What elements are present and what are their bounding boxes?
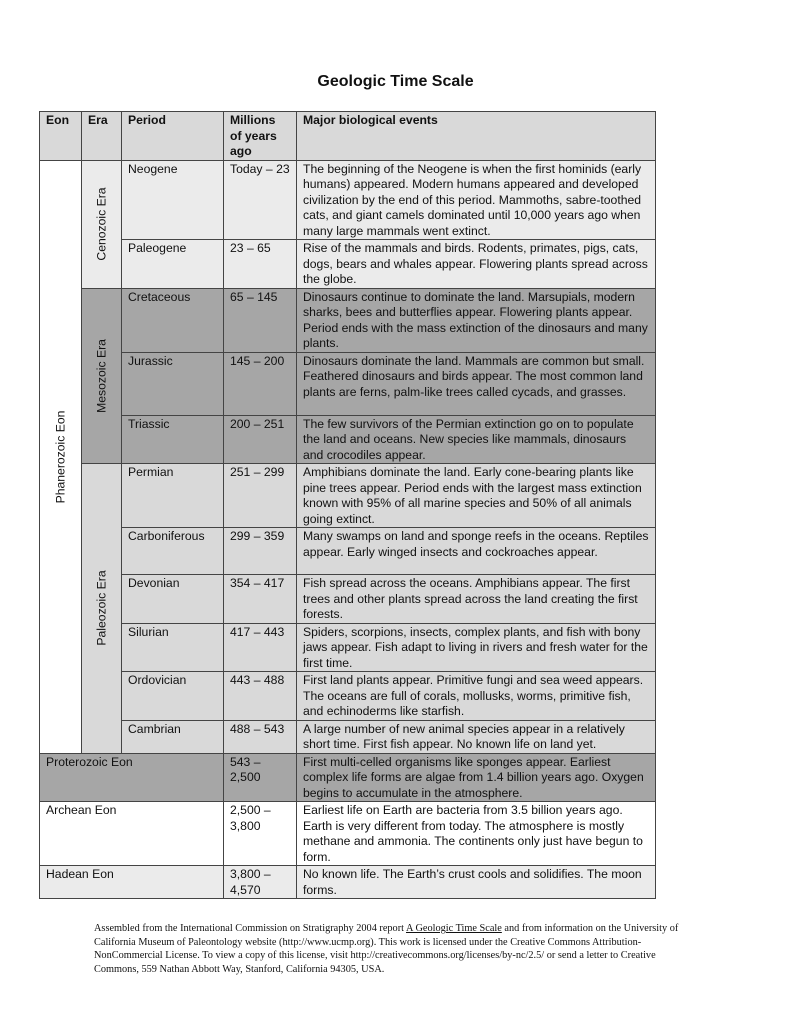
events-cell: The beginning of the Neogene is when the first hominids (early humans) appeared. Modern humans appeared and developed civilization by the end of this period. Mammoths, sabre-toothed cats, and giant camels dominated until 10,000 years ago when many large mammals went extinct. (297, 160, 656, 240)
mya-cell: 354 – 417 (224, 575, 297, 624)
table-row (40, 240, 656, 289)
mya-cell: Today – 23 (224, 160, 297, 240)
events-cell: First land plants appear. Primitive fungi and sea weed appears. The oceans are full of corals, mollusks, worms, primitive fish, and echinoderms like starfish. (297, 672, 656, 721)
mya-cell: 145 – 200 (224, 352, 297, 415)
header-era: Era (82, 112, 122, 161)
table-row (40, 575, 656, 624)
era-cell-paleozoic (82, 464, 122, 754)
table-row (40, 623, 656, 672)
table-row (40, 288, 656, 352)
mya-cell: 251 – 299 (224, 464, 297, 528)
era-label: Paleozoic Era (93, 570, 108, 646)
footer-text: and from information on the University of California Museum of Paleontology website (http://www.ucmp.org). This work is licensed under the Creative Commons Attribution-NonCommercial License. To view a copy of this license, visit http://creativecommons.org/licenses/by-nc/2.5/ or send a letter to Creative Commons, 559 Nathan Abbott Way, Stanford, California 94305, USA. (94, 923, 679, 975)
mya-cell: 443 – 488 (224, 672, 297, 721)
eon-cell-archean: Archean Eon (40, 802, 224, 866)
table-row (40, 528, 656, 575)
report-link[interactable]: A Geologic Time Scale (406, 923, 502, 934)
mya-cell: 543 – 2,500 (224, 753, 297, 802)
page-title: Geologic Time Scale (317, 73, 474, 90)
era-label: Cenozoic Era (93, 187, 108, 261)
mya-cell: 200 – 251 (224, 415, 297, 464)
period-cell: Permian (122, 464, 224, 528)
events-cell: Dinosaurs continue to dominate the land. Marsupials, modern sharks, bees and butterflies appear. Flowering plants appear. Period ends with the mass extinction of the dinosaurs and many plants. (297, 288, 656, 352)
table-row (40, 415, 656, 464)
eon-cell-phanerozoic (40, 160, 82, 753)
period-cell: Triassic (122, 415, 224, 464)
period-cell: Paleogene (122, 240, 224, 289)
eon-cell-hadean: Hadean Eon (40, 866, 224, 899)
era-cell-cenozoic (82, 160, 122, 288)
table-row (40, 720, 656, 753)
header-period: Period (122, 112, 224, 161)
period-cell: Silurian (122, 623, 224, 672)
events-cell: Spiders, scorpions, insects, complex plants, and fish with bony jaws appear. Fish adapt to living in rivers and fresh water for the first time. (297, 623, 656, 672)
table-row (40, 352, 656, 415)
footer-credits (94, 922, 694, 976)
period-cell: Cambrian (122, 720, 224, 753)
header-eon: Eon (40, 112, 82, 161)
events-cell: The few survivors of the Permian extinction go on to populate the land and oceans. New species like mammals, dinosaurs and crocodiles appear. (297, 415, 656, 464)
events-cell: Amphibians dominate the land. Early cone-bearing plants like pine trees appear. Period ends with the largest mass extinction known with 95% of all marine species and 50% of all animals going extinct. (297, 464, 656, 528)
events-cell: Fish spread across the oceans. Amphibians appear. The first trees and other plants spread across the land creating the first forests. (297, 575, 656, 624)
mya-cell: 3,800 – 4,570 (224, 866, 297, 899)
header-events: Major biological events (297, 112, 656, 161)
table-row (40, 802, 656, 866)
mya-cell: 417 – 443 (224, 623, 297, 672)
period-cell: Devonian (122, 575, 224, 624)
geologic-time-table (39, 111, 656, 899)
table-row (40, 753, 656, 802)
table-row (40, 160, 656, 240)
table-row (40, 866, 656, 899)
era-label: Mesozoic Era (93, 338, 108, 413)
table-header-row (40, 112, 656, 161)
period-cell: Jurassic (122, 352, 224, 415)
period-cell: Ordovician (122, 672, 224, 721)
period-cell: Cretaceous (122, 288, 224, 352)
mya-cell: 299 – 359 (224, 528, 297, 575)
events-cell: First multi-celled organisms like sponges appear. Earliest complex life forms are algae from 1.4 billion years ago. Oxygen begins to accumulate in the atmosphere. (297, 753, 656, 802)
events-cell: Earliest life on Earth are bacteria from 3.5 billion years ago. Earth is very different from today. The atmosphere is mostly methane and ammonia. The continents only just have begun to form. (297, 802, 656, 866)
mya-cell: 65 – 145 (224, 288, 297, 352)
period-cell: Carboniferous (122, 528, 224, 575)
eon-label: Phanerozoic Eon (52, 410, 67, 503)
table-row (40, 672, 656, 721)
table-row (40, 464, 656, 528)
events-cell: Rise of the mammals and birds. Rodents, primates, pigs, cats, dogs, bears and whales appear. Flowering plants spread across the globe. (297, 240, 656, 289)
mya-cell: 2,500 – 3,800 (224, 802, 297, 866)
events-cell: Many swamps on land and sponge reefs in the oceans. Reptiles appear. Early winged insects and cockroaches appear. (297, 528, 656, 575)
events-cell: A large number of new animal species appear in a relatively short time. First fish appear. No known life on land yet. (297, 720, 656, 753)
era-cell-mesozoic (82, 288, 122, 464)
period-cell: Neogene (122, 160, 224, 240)
events-cell: Dinosaurs dominate the land. Mammals are common but small. Feathered dinosaurs and birds appear. The most common land plants are ferns, palm-like trees called cycads, and grasses. (297, 352, 656, 415)
header-mya: Millions of years ago (224, 112, 297, 161)
mya-cell: 23 – 65 (224, 240, 297, 289)
mya-cell: 488 – 543 (224, 720, 297, 753)
events-cell: No known life. The Earth’s crust cools and solidifies. The moon forms. (297, 866, 656, 899)
footer-text: Assembled from the International Commission on Stratigraphy 2004 report (94, 923, 407, 934)
eon-cell-proterozoic: Proterozoic Eon (40, 753, 224, 802)
